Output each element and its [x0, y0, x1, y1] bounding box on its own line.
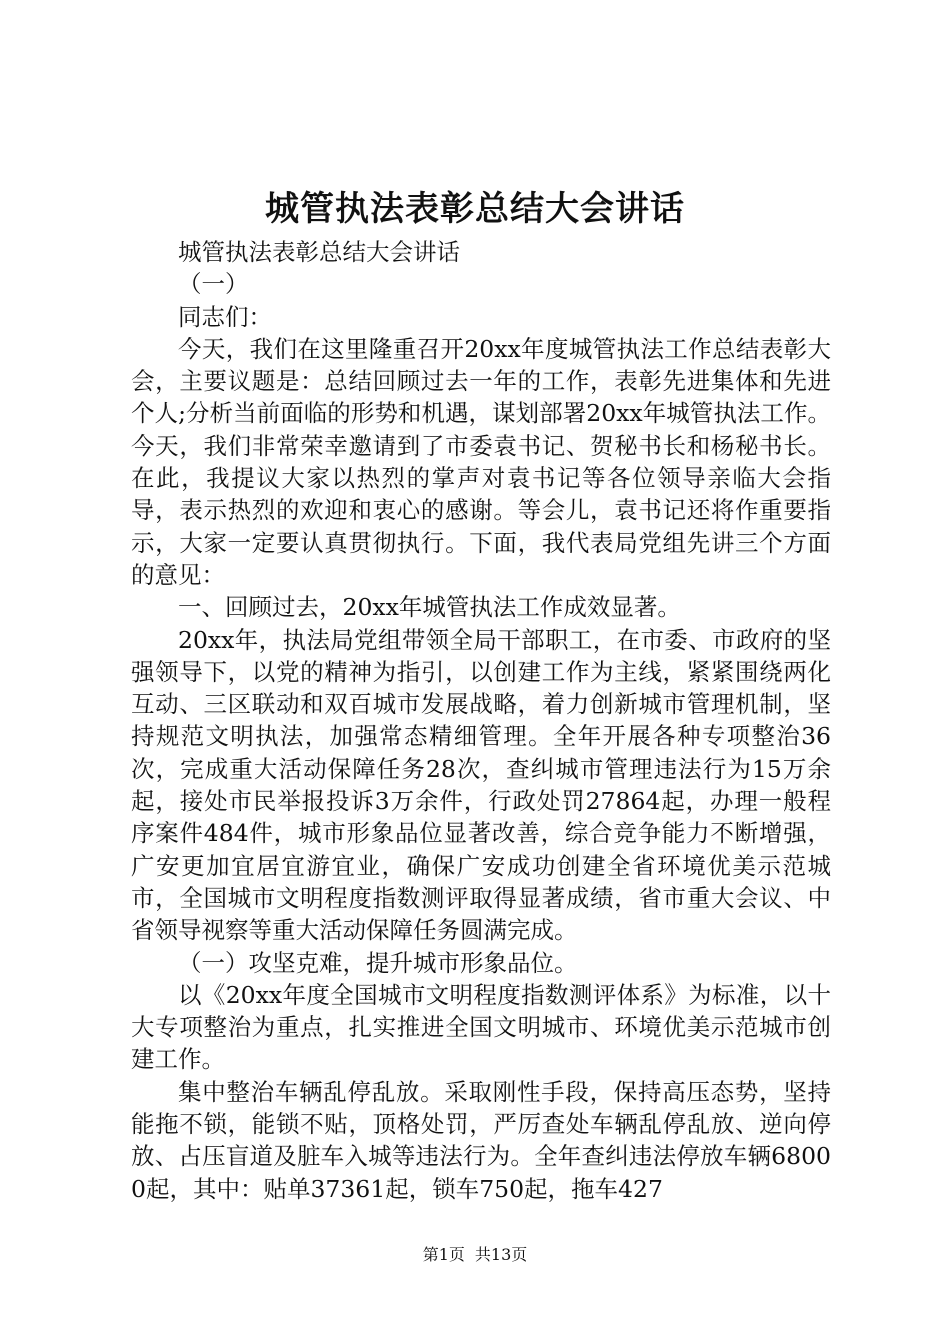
- salutation-paragraph: 同志们：: [178, 302, 272, 331]
- subtitle-paragraph: 城管执法表彰总结大会讲话: [178, 238, 460, 266]
- body-paragraph: 以《20xx年度全国城市文明程度指数测评体系》为标准，以十大专项整治为重点，扎实推进全国文明城市、环境优美示范城市创建工作。: [131, 980, 831, 1074]
- body-paragraph: 20xx年，执法局党组带领全局干部职工，在市委、市政府的坚强领导下，以党的精神为指引，以创建工作为主线，紧紧围绕两化互动、三区联动和双百城市发展战略，着力创新城市管理机制，坚持规范文明执法，加强常态精细管理。全年开展各种专项整治36次，完成重大活动保障任务28次，查纠城市管理违法行为15万余起，接处市民举报投诉3万余件，行政处罚27864起，办理一般程序案件484件，城市形象品位显著改善，综合竞争能力不断增强，广安更加宜居宜游宜业，确保广安成功创建全省环境优美示范城市，全国城市文明程度指数测评取得显著成绩，省市重大会议、中省领导视察等重大活动保障任务圆满完成。: [131, 625, 831, 945]
- document-body: [131, 236, 831, 1205]
- document-title: 城管执法表彰总结大会讲话: [265, 189, 685, 229]
- subsection-heading-paragraph: （一）攻坚克难，提升城市形象品位。: [178, 948, 578, 977]
- section-heading-paragraph: 一、回顾过去，20xx年城管执法工作成效显著。: [178, 593, 681, 622]
- section-number-paragraph: （一）: [178, 270, 249, 299]
- body-paragraph: 今天，我们在这里隆重召开20xx年度城管执法工作总结表彰大会，主要议题是：总结回顾过去一年的工作，表彰先进集体和先进个人;分析当前面临的形势和机遇，谋划部署20xx年城管执法工作。今天，我们非常荣幸邀请到了市委袁书记、贺秘书长和杨秘书长。在此，我提议大家以热烈的掌声对袁书记等各位领导亲临大会指导，表示热烈的欢迎和衷心的感谢。等会儿，袁书记还将作重要指示，大家一定要认真贯彻执行。下面，我代表局党组先讲三个方面的意见：: [131, 334, 831, 589]
- page-number: 第1页: [422, 1245, 465, 1264]
- page-total: 共13页: [474, 1245, 528, 1264]
- page-footer: [0, 1244, 950, 1266]
- body-paragraph: 集中整治车辆乱停乱放。采取刚性手段，保持高压态势，坚持能拖不锁，能锁不贴，顶格处罚，严厉查处车辆乱停乱放、逆向停放、占压盲道及脏车入城等违法行为。全年查纠违法停放车辆68000起，其中：贴单37361起，锁车750起，拖车427: [131, 1077, 831, 1203]
